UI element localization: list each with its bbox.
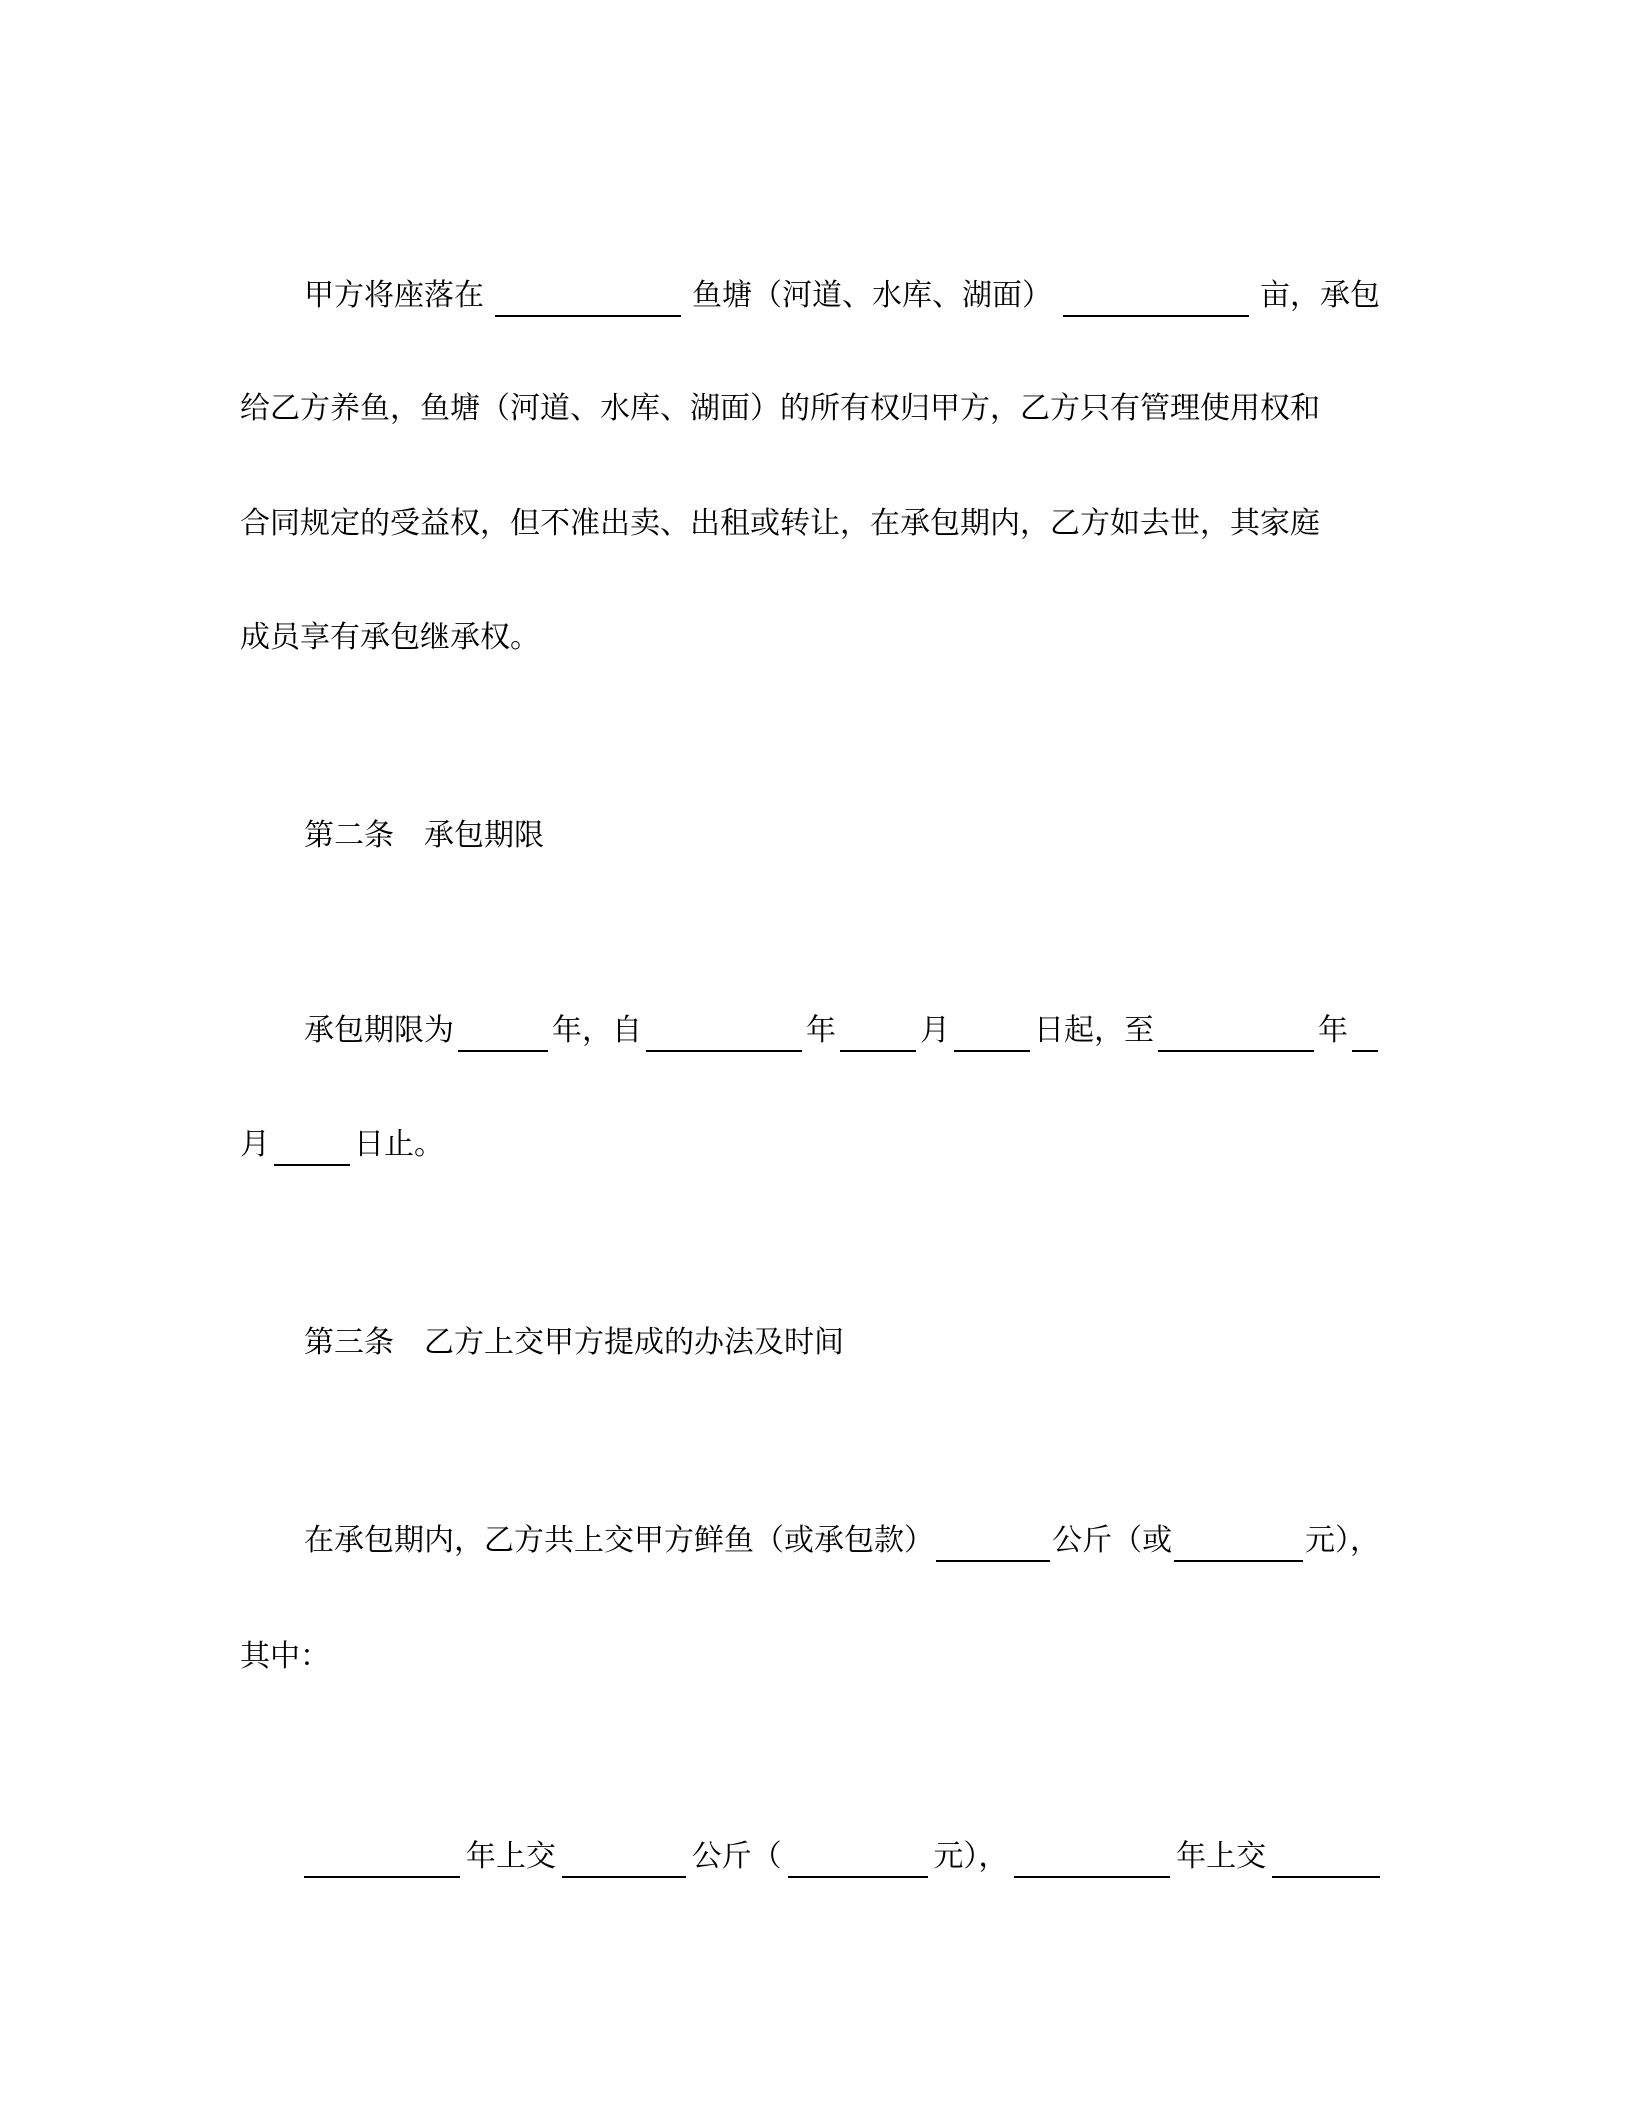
article3-heading: 第三条 乙方上交甲方提成的办法及时间 (304, 1325, 844, 1360)
article1-line1 (304, 275, 1380, 317)
article1-line4: 成员享有承包继承权。 (240, 620, 540, 655)
article3-yearly-line (304, 1836, 1380, 1878)
article2-term-line2 (240, 1124, 1380, 1166)
term-years-blank[interactable] (458, 1016, 548, 1052)
total-text-1: 在承包期内，乙方共上交甲方鲜鱼（或承包款） (304, 1523, 934, 1558)
year2-blank[interactable] (1014, 1842, 1170, 1878)
article1-line3: 合同规定的受益权，但不准出卖、出租或转让，在承包期内，乙方如去世，其家庭 (240, 506, 1320, 541)
term-text-3: 年 (806, 1013, 836, 1048)
total-text-3: 元）， (1305, 1523, 1380, 1558)
location-blank[interactable] (495, 281, 681, 317)
article1-line2: 给乙方养鱼，鱼塘（河道、水库、湖面）的所有权归甲方，乙方只有管理使用权和 (240, 391, 1320, 426)
yearly-text-4: 年上交 (1176, 1839, 1267, 1874)
end-month-blank[interactable] (1352, 1016, 1378, 1052)
yearly-text-1: 年上交 (465, 1839, 556, 1874)
article3-among: 其中： (240, 1639, 330, 1674)
end-year-blank[interactable] (1158, 1016, 1314, 1052)
article1-text-a: 甲方将座落在 (304, 278, 484, 313)
area-blank[interactable] (1063, 281, 1249, 317)
article2-term-line1 (304, 1010, 1380, 1052)
term-text-6: 年 (1318, 1013, 1348, 1048)
yearly-text-2: 公斤（ (691, 1839, 782, 1874)
total-kg-blank[interactable] (936, 1526, 1050, 1562)
year2-kg-blank[interactable] (1272, 1842, 1380, 1878)
yearly-text-3: 元）， (933, 1839, 1009, 1874)
end-day-blank[interactable] (274, 1130, 350, 1166)
term-text-8: 日止。 (354, 1127, 444, 1162)
year1-yuan-blank[interactable] (788, 1842, 928, 1878)
article1-text-b: 鱼塘（河道、水库、湖面） (692, 278, 1052, 313)
term-text-5: 日起，至 (1034, 1013, 1154, 1048)
total-text-2: 公斤（或 (1052, 1523, 1173, 1558)
year1-kg-blank[interactable] (562, 1842, 686, 1878)
term-text-4: 月 (920, 1013, 950, 1048)
total-yuan-blank[interactable] (1174, 1526, 1303, 1562)
term-text-7: 月 (240, 1127, 270, 1162)
term-text-1: 承包期限为 (304, 1013, 454, 1048)
start-day-blank[interactable] (954, 1016, 1030, 1052)
term-text-2: 年，自 (552, 1013, 642, 1048)
start-year-blank[interactable] (646, 1016, 802, 1052)
article1-text-c: 亩，承包 (1260, 278, 1380, 313)
start-month-blank[interactable] (840, 1016, 916, 1052)
article3-total-line (304, 1520, 1380, 1562)
year1-blank[interactable] (304, 1842, 460, 1878)
article2-heading: 第二条 承包期限 (304, 818, 544, 853)
